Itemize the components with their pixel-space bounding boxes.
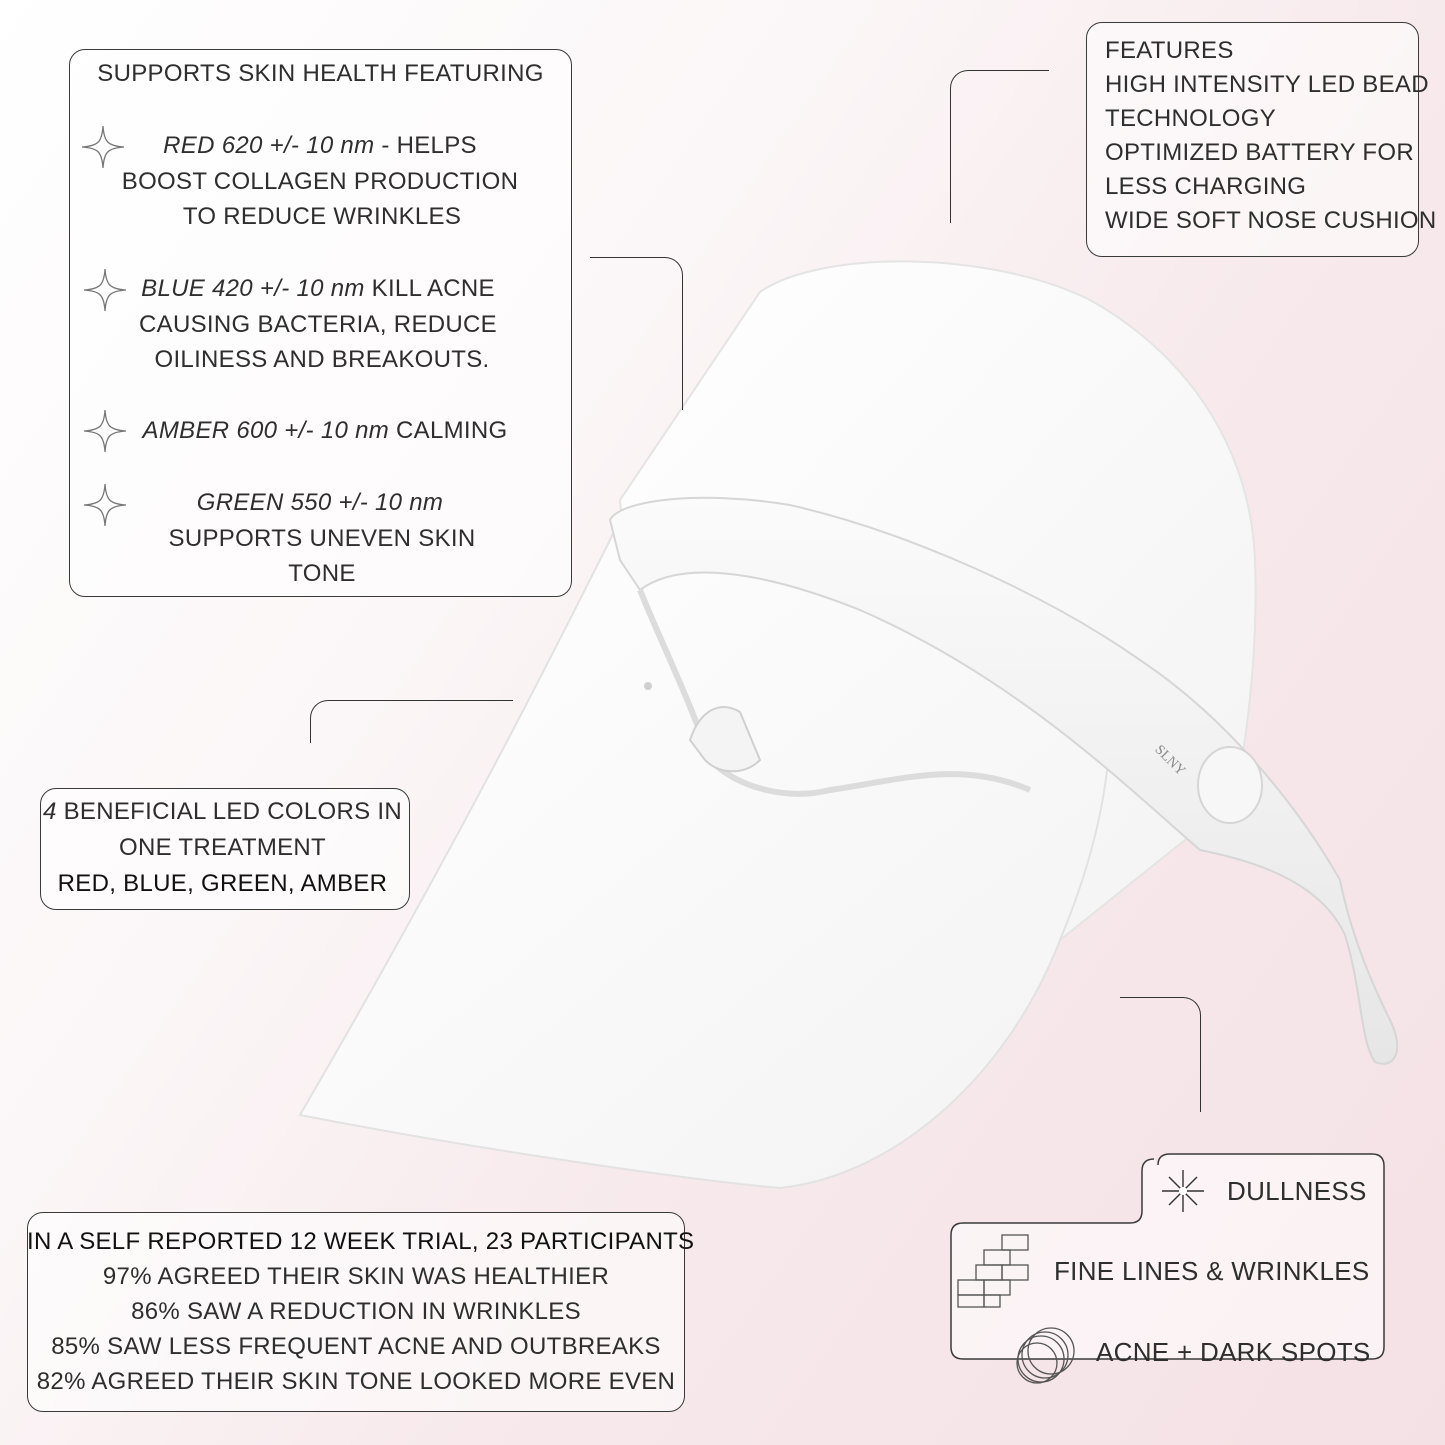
sparkle-icon <box>82 408 128 454</box>
features-line: HIGH INTENSITY LED BEAD <box>1105 71 1429 98</box>
led-colors-line1: 4 BENEFICIAL LED COLORS IN <box>42 798 403 825</box>
overlapping-circles-icon <box>1015 1325 1081 1387</box>
led-colors-line2: ONE TREATMENT <box>118 834 327 861</box>
led-colors-line3: RED, BLUE, GREEN, AMBER <box>57 870 388 897</box>
skin-item-red-line2: BOOST COLLAGEN PRODUCTION <box>121 168 519 195</box>
sparkle-burst-icon <box>1160 1168 1206 1214</box>
trial-stat: 82% AGREED THEIR SKIN TONE LOOKED MORE EVEN <box>36 1368 676 1395</box>
skin-item-blue-line2: CAUSING BACTERIA, REDUCE <box>139 311 497 338</box>
concern-label: ACNE + DARK SPOTS <box>1096 1337 1371 1367</box>
skin-item-amber-line1: AMBER 600 +/- 10 nm CALMING <box>142 417 508 444</box>
trial-stat: 85% SAW LESS FREQUENT ACNE AND OUTBREAKS <box>51 1333 661 1360</box>
features-title: FEATURES <box>1105 37 1234 64</box>
connector-features <box>950 70 1049 223</box>
trial-stat: 86% SAW A REDUCTION IN WRINKLES <box>131 1298 581 1325</box>
skin-item-blue-line1: BLUE 420 +/- 10 nm KILL ACNE <box>141 275 495 302</box>
features-line: OPTIMIZED BATTERY FOR <box>1105 139 1414 166</box>
features-line: WIDE SOFT NOSE CUSHION <box>1105 207 1437 234</box>
skin-health-title: SUPPORTS SKIN HEALTH FEATURING <box>97 60 544 87</box>
mask-power-button <box>1198 747 1262 823</box>
bricks-icon <box>956 1232 1032 1308</box>
skin-item-green-line1: GREEN 550 +/- 10 nm <box>196 489 444 516</box>
features-line: TECHNOLOGY <box>1105 105 1277 132</box>
skin-item-green-line2: SUPPORTS UNEVEN SKIN <box>168 525 476 552</box>
concern-label: FINE LINES & WRINKLES <box>1054 1256 1370 1286</box>
skin-item-red-line1: RED 620 +/- 10 nm - HELPS <box>163 132 477 159</box>
trial-stat: 97% AGREED THEIR SKIN WAS HEALTHIER <box>102 1263 610 1290</box>
skin-item-red-line3: TO REDUCE WRINKLES <box>182 203 462 230</box>
skin-item-blue-line3: OILINESS AND BREAKOUTS. <box>154 346 490 373</box>
skin-item-green-line3: TONE <box>288 560 356 587</box>
brand-mark: SLNY <box>1151 742 1188 779</box>
trial-title: IN A SELF REPORTED 12 WEEK TRIAL, 23 PARTICIPANTS <box>27 1228 695 1255</box>
concern-label: DULLNESS <box>1227 1176 1367 1206</box>
connector-skin-health <box>590 257 683 410</box>
connector-concerns <box>1120 997 1201 1112</box>
features-line: LESS CHARGING <box>1105 173 1307 200</box>
connector-led-colors <box>310 700 513 743</box>
